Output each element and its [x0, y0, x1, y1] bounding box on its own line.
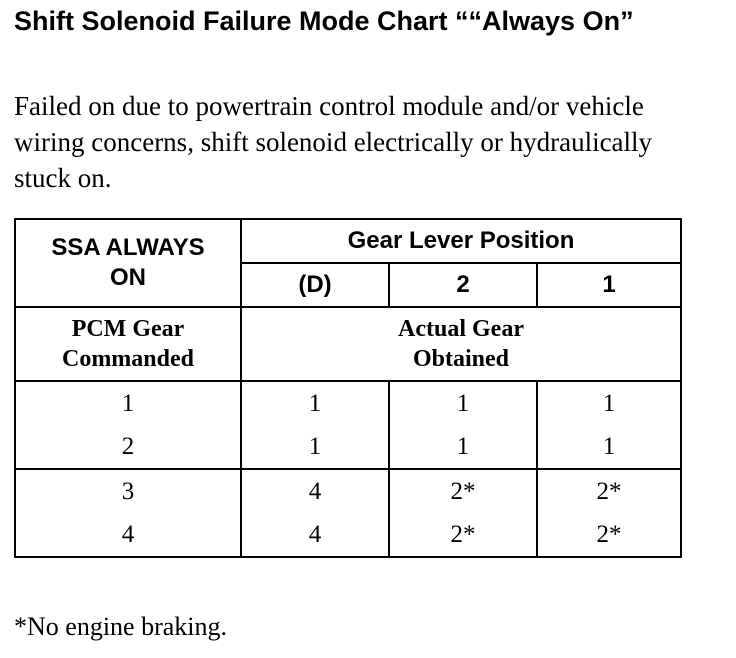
- position-1-cell: 2* 2*: [537, 469, 681, 557]
- position-2-cell: 1 1: [389, 381, 537, 469]
- position-1-header: 1: [537, 263, 681, 307]
- actual-gear-obtained-header: [241, 307, 681, 381]
- subheader-row: [15, 307, 681, 381]
- commanded-cell: 3 4: [15, 469, 241, 557]
- pcm-header-line1: PCM Gear: [71, 316, 185, 342]
- table-row-group-2: [15, 469, 681, 557]
- actual-header-line1: Actual Gear: [398, 316, 524, 342]
- position-d-cell: 4 4: [241, 469, 389, 557]
- position-d-cell: 1 1: [241, 381, 389, 469]
- footnote: *No engine braking.: [14, 612, 228, 641]
- position-d-header: (D): [241, 263, 389, 307]
- position-1-cell: 1 1: [537, 381, 681, 469]
- actual-header-line2: Obtained: [412, 346, 510, 372]
- table-row-group-1: [15, 381, 681, 469]
- gear-lever-position-header: Gear Lever Position: [241, 219, 681, 263]
- ssa-always-on-header: [15, 219, 241, 307]
- commanded-cell: 1 2: [15, 381, 241, 469]
- ssa-header-line2: ON: [110, 264, 146, 291]
- table-header-row: [15, 219, 681, 263]
- intro-paragraph: Failed on due to powertrain control module and/or vehicle wiring concerns, shift solenoid electrically or hydraulically stuck on.: [14, 91, 653, 193]
- page-title: Shift Solenoid Failure Mode Chart ““Always On”: [14, 6, 634, 36]
- failure-mode-table: [14, 218, 682, 558]
- position-2-cell: 2* 2*: [389, 469, 537, 557]
- ssa-header-line1: SSA ALWAYS: [51, 234, 205, 261]
- pcm-header-line2: Commanded: [61, 346, 194, 372]
- position-2-header: 2: [389, 263, 537, 307]
- pcm-gear-commanded-header: [15, 307, 241, 381]
